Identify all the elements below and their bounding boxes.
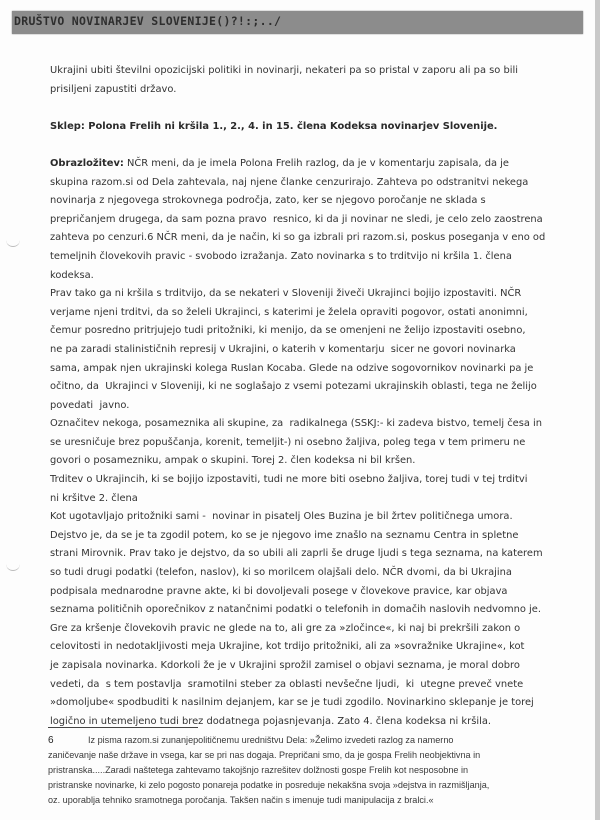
body-line: vedeti, da s tem postavlja sramotilni steber za oblasti nevšečne ljudi, ki utegne preveč vnete — [50, 678, 524, 690]
footnote — [48, 733, 558, 808]
footnote-line: oz. uporablja tehniko sramotnega poročanja. Takšen način s imenuje tudi manipulacija z bralci.« — [48, 795, 434, 805]
scan-edge-strip — [595, 0, 600, 820]
body-line: prepričanjem drugega, da sam pozna pravo resnico, ki da ji novinar ne sledi, je celo zelo zaostrena — [50, 213, 543, 225]
body-line: Gre za kršenje človekovih pravic ne glede na to, ali gre za »zločince«, ki naj bi prekršili zakon o — [50, 622, 521, 634]
footnote-number: 6 — [48, 735, 54, 746]
body-line: ni kršitve 2. člena — [50, 492, 138, 504]
body-line: očitno, da Ukrajinci v Sloveniji, ki ne soglašajo z vsemi potezami ukrajinskih oblasti, tega ne želijo — [50, 381, 537, 393]
body-line: »domoljube« spodbuditi k nasilnim dejanjem, kar se je tudi zgodilo. Novinarkino sklepanje je torej — [50, 697, 534, 709]
body-line: je zapisala novinarka. Kdorkoli že je v Ukrajini sprožil zamisel o objavi seznama, je moral dobro — [50, 660, 520, 671]
footnote-separator — [48, 727, 198, 728]
intro-line: prisiljeni zapustiti državo. — [50, 83, 177, 95]
punch-hole-mark-bottom — [6, 560, 20, 571]
body-line: se uresničuje brez popuščanja, korenit, temeljit-) ni osebno žaljiva, poleg tega v tem primeru ne — [50, 436, 526, 448]
document-body — [50, 62, 556, 731]
body-line: povedati javno. — [50, 399, 130, 411]
body-line: so tudi drugi podatki (telefon, naslov), ki so morilcem olajšali delo. NČR dvomi, da bi Ukrajina — [50, 567, 512, 579]
explanation-label: Obrazložitev: — [50, 157, 124, 169]
body-line: čemur posredno pritrjujejo tudi pritožniki, ki menijo, da se omenjeni ne želijo izpostaviti osebno, — [50, 325, 526, 337]
body-line: Prav tako ga ni kršila s trditvijo, da se nekateri v Sloveniji živeči Ukrajinci bojijo izpostaviti. NČR — [50, 288, 522, 300]
body-line: Kot ugotavljajo pritožniki sami - novinar in pisatelj Oles Buzina je bil žrtev političnega umora. — [50, 511, 513, 523]
body-line: logično in utemeljeno tudi brez dodatnega pojasnjevanja. Zato 4. člena kodeksa ni kršila. — [50, 715, 492, 727]
conclusion-statement: Sklep: Polona Frelih ni kršila 1., 2., 4. in 15. člena Kodeksa novinarjev Slovenije. — [50, 120, 498, 132]
body-line: Trditev o Ukrajincih, ki se bojijo izpostaviti, tudi ne more biti osebno žaljiva, torej tudi v tej trditvi — [50, 474, 528, 486]
explanation-paragraph-line: Obrazložitev: NČR meni, da je imela Polona Frelih razlog, da je v komentarju zapisala, da je — [50, 157, 509, 169]
body-line: verjame njeni trditvi, da so želeli Ukrajinci, s katerimi je želela opraviti pogovor, ostati anonimni, — [50, 306, 528, 318]
body-line: zahteva po cenzuri.6 NČR meni, da je način, ki so ga izbrali pri razom.si, poskus poseganja v eno od — [50, 232, 546, 244]
body-line: seznama političnih oporečnikov z natančnimi podatki o telefonih in domačih naslovih nedvomno je. — [50, 604, 541, 616]
letterhead-banner — [12, 11, 583, 34]
body-line: skupina razom.si od Dela zahtevala, naj njene članke cenzurirajo. Zahteva po odstranitvi nekega — [50, 176, 529, 188]
body-line: celovitosti in nedotakljivosti meja Ukrajine, kot trdijo pritožniki, ali za »sovražnike Ukrajine«, kot — [50, 641, 525, 653]
letterhead-title: DRUŠTVO NOVINARJEV SLOVENIJE()?!:;../ — [14, 14, 282, 28]
footnote-line: pristranska.....Zaradi naštetega zahtevamo takojšnjo razrešitev dolžnosti gospe Frelih kot nesposobne in — [48, 765, 469, 775]
body-line: strani Mirovnik. Prav tako je dejstvo, da so ubili ali zaprli še druge ljudi s tega seznama, na katerem — [50, 548, 543, 560]
body-line: temeljnih človekovih pravic - svobodo izražanja. Zato novinarka s to trditvijo ni kršila 1. člena — [50, 250, 512, 262]
body-line: sama, ampak njen ukrajinski kolega Ruslan Kocaba. Glede na odzive sogovornikov novinarki pa je — [50, 362, 534, 374]
body-line: govori o posamezniku, ampak o skupini. Torej 2. člen kodeksa ni bil kršen. — [50, 455, 416, 467]
footnote-line: pristranske novinarke, ki zelo pogosto ponareja podatke in posreduje nekakšna svoja »dejstva in razmišljanja, — [48, 780, 490, 790]
footnote-line: zaničevanje naše države in vsega, kar se pri nas dogaja. Prepričani smo, da je gospa Frelih neobjektivna in — [48, 750, 481, 760]
body-line: Dejstvo je, da se je ta zgodil potem, ko se je njegovo ime znašlo na seznamu Centra in spletne — [50, 529, 519, 541]
footnote-line: 6 Iz pisma razom.si zunanjepolitičnemu uredništvu Dela: »Želimo izvedeti razlog za namerno — [48, 735, 454, 746]
body-line: podpisala mednarodne pravne akte, ki bi dovoljevali posege v človekove pravice, kar objava — [50, 585, 508, 597]
punch-hole-mark-top — [6, 236, 20, 247]
body-line: novinarja z njegovega strokovnega področja, zato, ker se njegovo poročanje ne sklada s — [50, 195, 486, 207]
body-line: Označitev nekoga, posameznika ali skupine, za radikalnega (SSKJ:- ki zadeva bistvo, temelj česa in — [50, 418, 543, 430]
body-line: kodeksa. — [50, 269, 94, 281]
body-line: ne pa zaradi stalinističnih represij v Ukrajini, o katerih v komentarju sicer ne govori novinarka — [50, 343, 516, 355]
intro-line: Ukrajini ubiti številni opozicijski politiki in novinarji, nekateri pa so pristal v zaporu ali pa so bili — [50, 65, 518, 76]
